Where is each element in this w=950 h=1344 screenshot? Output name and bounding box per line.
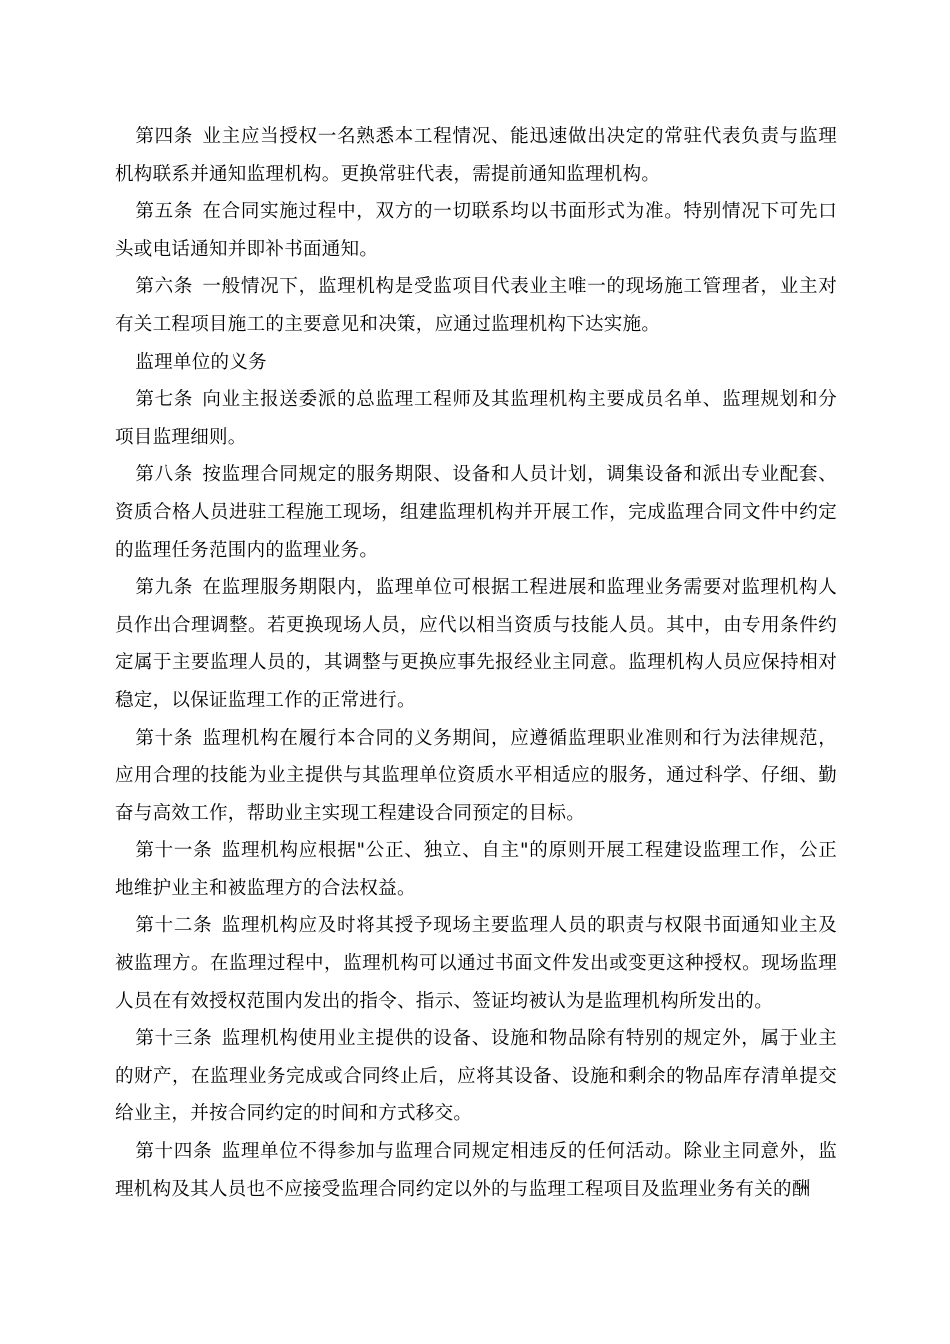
document-body — [115, 118, 837, 1208]
article-label: 第十三条 — [135, 1028, 213, 1050]
article-label: 第八条 — [135, 464, 194, 486]
article-paragraph — [115, 720, 837, 833]
article-paragraph — [115, 569, 837, 719]
article-label: 第九条 — [135, 577, 194, 599]
article-text: 在合同实施过程中，双方的一切联系均以书面形式为准。特别情况下可先口头或电话通知并即补书面通知。 — [115, 201, 838, 260]
article-label: 第十条 — [135, 727, 194, 749]
article-text: 监理机构在履行本合同的义务期间，应遵循监理职业准则和行为法律规范，应用合理的技能为业主提供与其监理单位资质水平相适应的服务，通过科学、仔细、勤奋与高效工作，帮助业主实现工程建设合同预定的目标。 — [115, 727, 838, 824]
article-label: 第十四条 — [135, 1141, 213, 1163]
article-text: 监理机构使用业主提供的设备、设施和物品除有特别的规定外，属于业主的财产，在监理业务完成或合同终止后，应将其设备、设施和剩余的物品库存清单提交给业主，并按合同约定的时间和方式移交。 — [115, 1028, 837, 1125]
article-label: 第十二条 — [135, 915, 213, 937]
article-text: 一般情况下，监理机构是受监项目代表业主唯一的现场施工管理者，业主对有关工程项目施工的主要意见和决策，应通过监理机构下达实施。 — [115, 276, 838, 335]
article-label: 第五条 — [135, 201, 194, 223]
article-text: 向业主报送委派的总监理工程师及其监理机构主要成员名单、监理规划和分项目监理细则。 — [115, 389, 838, 448]
article-text: 按监理合同规定的服务期限、设备和人员计划，调集设备和派出专业配套、资质合格人员进驻工程施工现场，组建监理机构并开展工作，完成监理合同文件中约定的监理任务范围内的监理业务。 — [115, 464, 838, 561]
article-text: 监理机构应及时将其授予现场主要监理人员的职责与权限书面通知业主及被监理方。在监理过程中，监理机构可以通过书面文件发出或变更这种授权。现场监理人员在有效授权范围内发出的指令、指示、签证均被认为是监理机构所发出的。 — [115, 915, 837, 1012]
article-paragraph — [115, 907, 837, 1020]
article-paragraph — [115, 381, 837, 456]
article-text: 业主应当授权一名熟悉本工程情况、能迅速做出决定的常驻代表负责与监理机构联系并通知监理机构。更换常驻代表，需提前通知监理机构。 — [115, 126, 838, 185]
article-label: 第六条 — [135, 276, 194, 298]
article-label: 第七条 — [135, 389, 194, 411]
article-paragraph — [115, 832, 837, 907]
article-label: 第十一条 — [135, 840, 213, 862]
article-paragraph — [115, 118, 837, 193]
article-label: 第四条 — [135, 126, 194, 147]
article-paragraph — [115, 456, 837, 569]
article-text: 在监理服务期限内，监理单位可根据工程进展和监理业务需要对监理机构人员作出合理调整。若更换现场人员，应代以相当资质与技能人员。其中，由专用条件约定属于主要监理人员的，其调整与更换应事先报经业主同意。监理机构人员应保持相对稳定，以保证监理工作的正常进行。 — [115, 577, 838, 711]
article-paragraph — [115, 1133, 837, 1208]
article-text: 监理单位不得参加与监理合同规定相违反的任何活动。除业主同意外，监理机构及其人员也不应接受监理合同约定以外的与监理工程项目及监理业务有关的酬 — [115, 1141, 837, 1200]
article-paragraph — [115, 193, 837, 268]
section-heading: 监理单位的义务 — [135, 351, 267, 373]
article-text: 监理机构应根据"公正、独立、自主"的原则开展工程建设监理工作，公正地维护业主和被监理方的合法权益。 — [115, 840, 838, 899]
article-paragraph — [115, 1020, 837, 1133]
article-paragraph — [115, 268, 837, 343]
